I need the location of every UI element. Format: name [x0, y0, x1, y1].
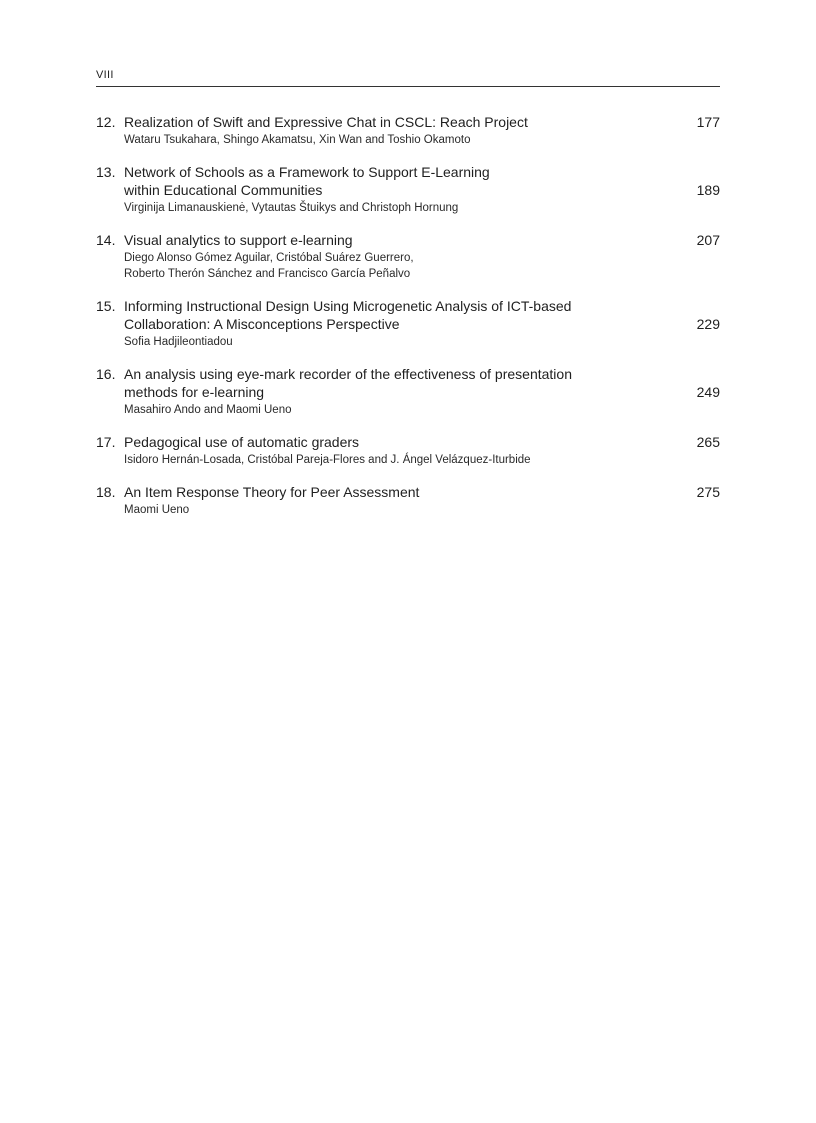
entry-title-line: methods for e-learning [124, 384, 265, 400]
toc-entry [96, 163, 720, 216]
entry-title [124, 297, 660, 333]
entry-title-line: Network of Schools as a Framework to Support E-Learning [124, 164, 490, 180]
toc-entry [96, 483, 720, 518]
toc-entry [96, 297, 720, 350]
entry-page-number: 275 [696, 484, 720, 500]
entry-author-line: Roberto Therón Sánchez and Francisco García Peñalvo [124, 268, 411, 280]
toc-entry [96, 113, 720, 148]
toc-entry [96, 365, 720, 418]
entry-author-line: Maomi Ueno [124, 504, 190, 516]
entry-number: 17. [96, 434, 116, 450]
entry-title-line: An Item Response Theory for Peer Assessment [124, 484, 420, 500]
running-head: VIII [96, 68, 720, 87]
entry-author-line: Diego Alonso Gómez Aguilar, Cristóbal Suárez Guerrero, [124, 252, 414, 264]
table-of-contents [96, 113, 720, 518]
toc-entry [96, 231, 720, 282]
entry-page-number: 189 [696, 182, 720, 198]
entry-title [124, 113, 660, 131]
entry-page-number: 207 [696, 232, 720, 248]
entry-title [124, 365, 660, 401]
entry-author-line: Isidoro Hernán-Losada, Cristóbal Pareja-Flores and J. Ángel Velázquez-Iturbide [124, 454, 531, 466]
entry-number: 13. [96, 164, 116, 180]
entry-author-line: Masahiro Ando and Maomi Ueno [124, 404, 292, 416]
entry-authors [124, 334, 660, 350]
entry-authors [124, 250, 660, 282]
entry-title [124, 163, 660, 199]
entry-title-line: Informing Instructional Design Using Microgenetic Analysis of ICT-based [124, 298, 572, 314]
entry-authors [124, 200, 660, 216]
entry-authors [124, 132, 660, 148]
toc-entry [96, 433, 720, 468]
document-page [96, 68, 720, 533]
entry-authors [124, 452, 660, 468]
entry-title [124, 231, 660, 249]
entry-authors [124, 502, 660, 518]
entry-number: 15. [96, 298, 116, 314]
entry-title-line: Pedagogical use of automatic graders [124, 434, 360, 450]
entry-title-line: within Educational Communities [124, 182, 323, 198]
entry-number: 16. [96, 366, 116, 382]
entry-number: 18. [96, 484, 116, 500]
entry-number: 14. [96, 232, 116, 248]
entry-author-line: Sofia Hadjileontiadou [124, 336, 233, 348]
entry-page-number: 229 [696, 316, 720, 332]
entry-title [124, 433, 660, 451]
entry-title-line: Collaboration: A Misconceptions Perspective [124, 316, 400, 332]
entry-title-line: Visual analytics to support e-learning [124, 232, 353, 248]
entry-title-line: An analysis using eye-mark recorder of the effectiveness of presentation [124, 366, 572, 382]
entry-author-line: Virginija Limanauskienė, Vytautas Štuikys and Christoph Hornung [124, 202, 459, 214]
entry-page-number: 265 [696, 434, 720, 450]
entry-page-number: 249 [696, 384, 720, 400]
entry-title-line: Realization of Swift and Expressive Chat in CSCL: Reach Project [124, 114, 528, 130]
entry-number: 12. [96, 114, 116, 130]
entry-authors [124, 402, 660, 418]
entry-author-line: Wataru Tsukahara, Shingo Akamatsu, Xin Wan and Toshio Okamoto [124, 134, 471, 146]
entry-title [124, 483, 660, 501]
entry-page-number: 177 [696, 114, 720, 130]
